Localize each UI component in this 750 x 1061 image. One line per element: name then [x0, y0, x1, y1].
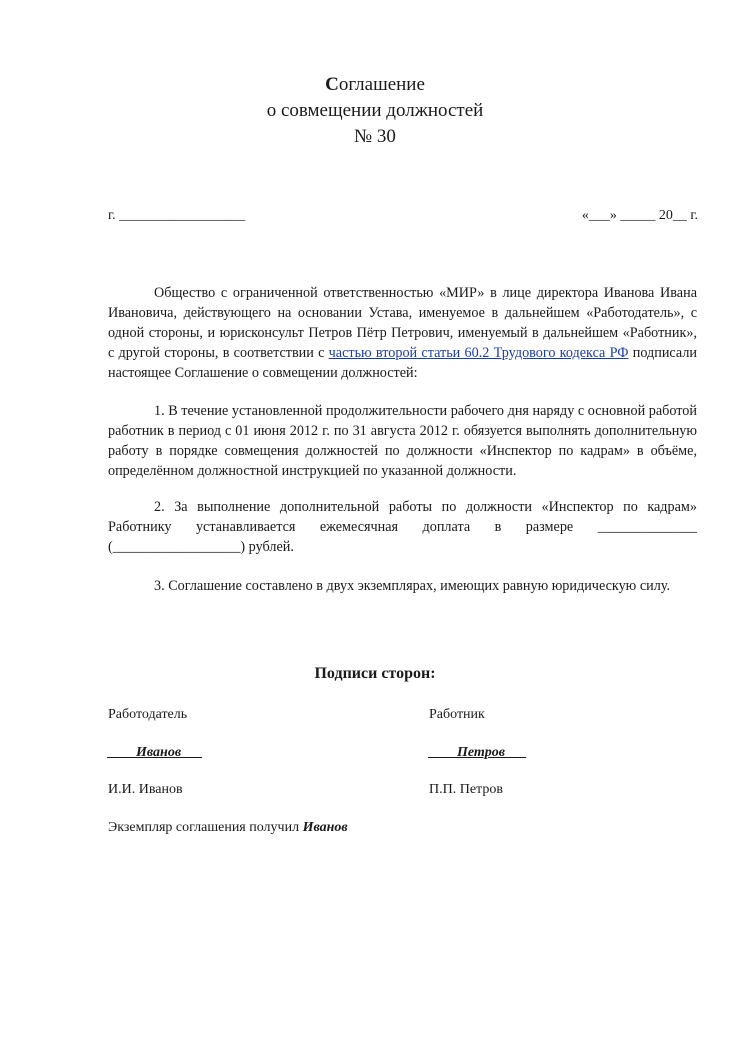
employer-label: Работодатель — [108, 707, 188, 722]
signatures-title: Подписи сторон: — [314, 665, 436, 682]
paragraph-clause-3 — [108, 576, 697, 596]
place-date-row — [108, 208, 698, 224]
clause-3-text: 3. Соглашение составлено в двух экземплярах, имеющих равную юридическую силу. — [154, 578, 671, 594]
paragraph-clause-1 — [108, 401, 697, 481]
clause-2-text: 2. За выполнение дополнительной работы по должности «Инспектор по кадрам» Работнику устанавливается ежемесячная доплата в размере ______________ (__________________) рублей. — [108, 499, 697, 555]
clause-1-text: 1. В течение установленной продолжительности рабочего дня наряду с основной работой работник в период с 01 июня 2012 г. по 31 августа 2012 г. обязуется выполнять дополнительную работу в порядке совмещения должностей по должности «Инспектор по кадрам» в объёме, определённом должностной инструкцией по указанной должности. — [108, 403, 697, 479]
employer-name: И.И. Иванов — [108, 782, 183, 797]
employee-name: П.П. Петров — [429, 782, 503, 797]
title-rest: оглашение — [338, 74, 425, 95]
employee-label: Работник — [429, 707, 485, 722]
labor-code-link[interactable]: частью второй статьи 60.2 Трудового кодекса РФ — [328, 345, 629, 361]
title-line-2: о совмещении должностей — [266, 100, 484, 121]
employer-signature: ____Иванов___ — [108, 745, 203, 760]
copy-received-who: Иванов — [302, 820, 348, 835]
title-number: № 30 — [354, 126, 396, 147]
city-field: г. __________________ — [108, 208, 246, 223]
employee-signature: ____Петров___ — [429, 745, 527, 760]
copy-received-text: Экземпляр соглашения получил — [108, 820, 303, 835]
title-line-1 — [0, 72, 750, 98]
date-field: «___» _____ 20__ г. — [581, 208, 698, 223]
paragraph-preamble — [108, 283, 697, 383]
title-first-letter: С — [325, 74, 339, 95]
paragraph-clause-2 — [108, 497, 697, 557]
document-title — [0, 72, 750, 150]
preamble-text-b: подписали настоящее Соглашение о совмещении должностей: — [108, 345, 697, 381]
preamble-text-a: Общество с ограниченной ответственностью «МИР» в лице директора Иванова Ивана Ивановича, действующего на основании Устава, именуемое в дальнейшем «Работодатель», с одной стороны, и юрисконсульт Петров Пётр Петрович, именуемый в дальнейшем «Работник», с другой стороны, в соответствии с — [108, 285, 697, 361]
copy-received-line — [108, 820, 348, 836]
